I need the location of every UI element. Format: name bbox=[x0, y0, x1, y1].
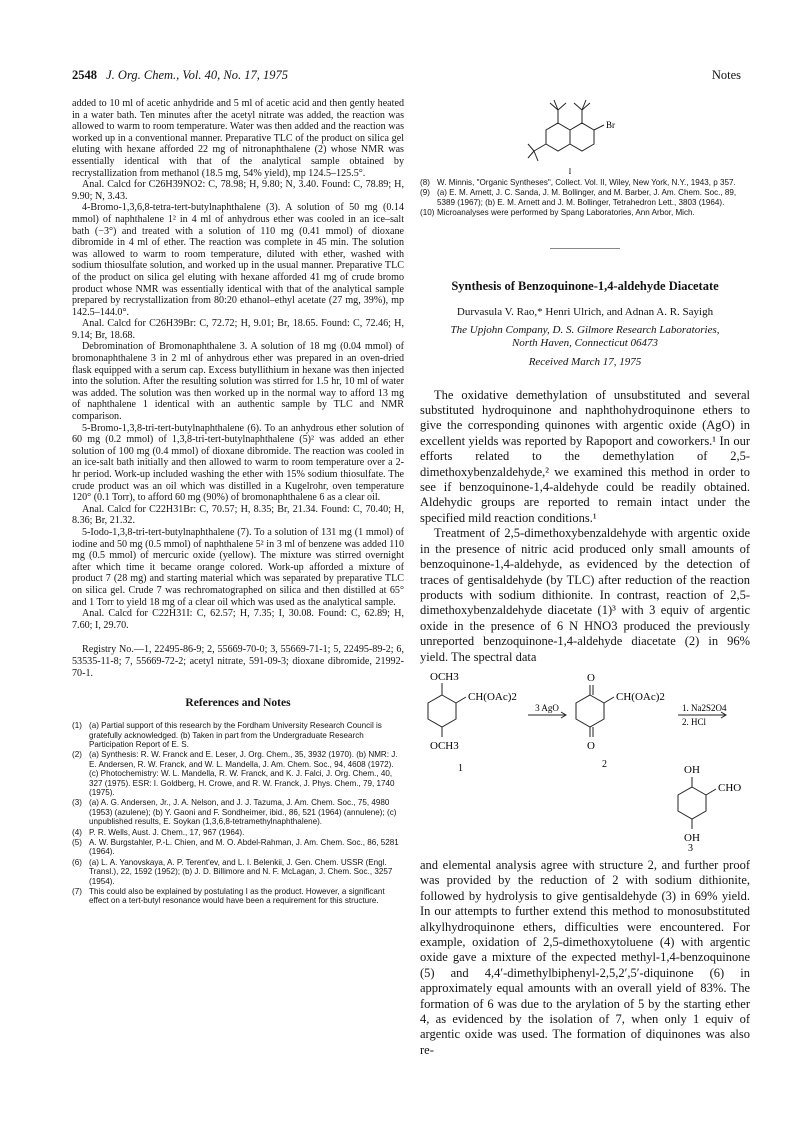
acetal-group-2: CH(OAc)2 bbox=[616, 690, 665, 703]
reference-text: Microanalyses were performed by Spang Laboratories, Ann Arbor, Mich. bbox=[437, 208, 695, 218]
acetal-group-1: CH(OAc)2 bbox=[468, 690, 517, 703]
reference-text: (a) Partial support of this research by the Fordham University Research Council is gratefully acknowledged. (b) Taken in part from the Undergraduate Research Participation Report of E. S. bbox=[89, 721, 382, 749]
reference-number: (1) bbox=[72, 721, 82, 731]
reference-text: (a) L. A. Yanovskaya, A. P. Terent'ev, and L. I. Belenkii, J. Gen. Chem. USSR (Engl. Transl.), 22, 1592 (1952); (b) J. D. Billimore and N. F. McLagan, J. Chem. Soc., 3257 (1954). bbox=[89, 857, 393, 886]
reference-list bbox=[72, 721, 404, 906]
paragraph: added to 10 ml of acetic anhydride and 5 ml of acetic acid and then gently heated in a water bath. Ten minutes after the acetyl nitrate was added, the reaction was allowed to warm to room temperature. Water was then added and the reaction was worked up in a conventional manner. Preparative TLC of the product on silica gel eluting with hexane afforded 22 mg of nitronaphthalene (2) whose NMR was essentially identical with that of the analytical sample obtained by recrystallization from methanol (18.5 mg, 54% yield), mp 124.5–125.5°. bbox=[72, 98, 404, 179]
reference-list-continued bbox=[420, 178, 750, 218]
compound-label-2: 2 bbox=[602, 758, 607, 770]
left-column bbox=[72, 98, 404, 907]
reagent-1: 3 AgO bbox=[535, 702, 559, 713]
paragraph: Anal. Calcd for C22H31I: C, 62.57; H, 7.35; I, 30.08. Found: C, 62.89; H, 7.60; I, 29.70. bbox=[72, 608, 404, 631]
paragraph: Anal. Calcd for C26H39NO2: C, 78.98; H, 9.80; N, 3.40. Found: C, 78.89; H, 9.90; N, 3.43. bbox=[72, 179, 404, 202]
reaction-scheme bbox=[420, 667, 750, 852]
paragraph: 5-Bromo-1,3,8-tri-tert-butylnaphthalene (6). To an anhydrous ether solution of 60 mg (0.2 mmol) of 1,3,8-tri-tert-butylnaphthalene (5)² was added an ether solution of 100 mg (0.4 mmol) of dioxane dibromide. The reaction was cooled in an ice-salt bath initially and then allowed to warm to room temperature over a 2-hr period. Work-up included washing the ether with 15% sodium thiosulfate. The crude product was an oil which was distilled in a Kugelrohr, oven temperature 120° (0.1 Torr), to afford 60 mg (90%) of bromonaphthalene 6 as a clear oil. bbox=[72, 422, 404, 504]
reference-number: (3) bbox=[72, 798, 82, 808]
compound-label-3: 3 bbox=[688, 842, 693, 852]
reference-number: (8) bbox=[420, 178, 430, 187]
right-column bbox=[420, 98, 750, 1058]
journal-citation: J. Org. Chem., Vol. 40, No. 17, 1975 bbox=[106, 68, 288, 82]
reference-item bbox=[72, 887, 404, 906]
reference-item bbox=[72, 798, 404, 826]
registry-numbers: Registry No.—1, 22495-86-9; 2, 55669-70-0; 3, 55669-71-1; 5, 22495-89-2; 6, 53535-11-8; 7, 55669-72-2; acetyl nitrate, 591-09-3; dioxane dibromide, 21992-70-1. bbox=[72, 644, 404, 679]
experimental-text bbox=[72, 98, 404, 679]
received-date: Received March 17, 1975 bbox=[528, 355, 642, 368]
paragraph: Debromination of Bromonaphthalene 3. A solution of 18 mg (0.04 mmol) of bromonaphthalene 3 in 2 ml of anhydrous ether was prepared in an oven-dried flask equipped with a serum cap. Excess butyllithium in hexane was then injected into the solution. After the resulting solution was stirred for 1.5 hr, 10 ml of water was added. The solution was then worked up in the normal way to afford 13 mg of naphthalene 1 identical with an authentic sample by TLC and NMR comparison. bbox=[72, 341, 404, 423]
reference-text: This could also be explained by postulating I as the product. However, a significant effect on a tert-butyl resonance would have been a requirement for this structure. bbox=[89, 887, 385, 906]
reference-item bbox=[72, 858, 404, 886]
section-name: Notes bbox=[711, 68, 741, 82]
reference-item bbox=[420, 178, 750, 187]
reference-number: (4) bbox=[72, 827, 82, 837]
quinone-oxygen-bottom: O bbox=[587, 739, 595, 752]
reference-item bbox=[420, 188, 750, 207]
affiliation-line-2: North Haven, Connecticut 06473 bbox=[511, 336, 659, 349]
paragraph: Anal. Calcd for C22H31Br: C, 70.57; H, 8.35; Br, 21.34. Found: C, 70.40; H, 8.36; Br, 21.32. bbox=[72, 503, 404, 527]
reference-text: A. W. Burgstahler, P.-L. Chien, and M. O. Abdel-Rahman, J. Am. Chem. Soc., 86, 5281 (1964). bbox=[89, 837, 399, 857]
reference-item bbox=[420, 208, 750, 217]
reference-item bbox=[72, 828, 404, 837]
reference-number: (5) bbox=[72, 837, 82, 847]
reference-text: P. R. Wells, Aust. J. Chem., 17, 967 (1964). bbox=[89, 827, 245, 837]
methoxy-bottom: OCH3 bbox=[430, 739, 459, 752]
naphthalene-structure-I bbox=[420, 98, 750, 176]
methoxy-top: OCH3 bbox=[430, 670, 459, 683]
aldehyde-group: CHO bbox=[718, 781, 742, 794]
reference-text: (a) E. M. Arnett, J. C. Sanda, J. M. Bollinger, and M. Barber, J. Am. Chem. Soc., 89, 5389 (1967); (b) E. M. Arnett and J. M. Bollinger, Tetrahedron Lett., 3803 (1964). bbox=[437, 188, 737, 207]
running-header bbox=[72, 68, 741, 84]
reagent-2b: 2. HCl bbox=[682, 716, 707, 727]
article-body-continued bbox=[420, 858, 750, 1058]
authors: Durvasula V. Rao,* Henri Ulrich, and Adnan A. R. Sayigh bbox=[456, 305, 714, 318]
bromine-label: Br bbox=[606, 120, 615, 130]
compound-label-1: 1 bbox=[458, 762, 463, 774]
reference-item bbox=[72, 838, 404, 857]
reference-text: (a) Synthesis: R. W. Franck and E. Leser, J. Org. Chem., 35, 3932 (1970). (b) NMR: J. E. Andersen, R. W. Franck, and W. L. Mandella, J. Am. Chem. Soc., 94, 4608 (1972). (c) Photochemistry: W. L. Mandella, R. W. Franck, and K. J. Falci, J. Org. Chem., 40, 327 (1975). ESR: I. Goldberg, H. Crowe, and R. W. Franck, J. Phys. Chem., 79, 1740 (1975). bbox=[89, 750, 398, 797]
references-heading: References and Notes bbox=[185, 697, 291, 710]
paragraph: Anal. Calcd for C26H39Br: C, 72.72; H, 9.01; Br, 18.65. Found: C, 72.46; H, 9.14; Br, 18.68. bbox=[72, 318, 404, 341]
reference-number: (10) bbox=[420, 208, 435, 218]
paragraph: The oxidative demethylation of unsubstituted and several substituted hydroquinone and naphthohydroquinone ethers to give the corresponding quinones with argentic oxide (AgO) in excellent yields was reported by Rapoport and coworkers.¹ In our efforts related to the demethylation of 2,5-dimethoxybenzaldehyde,² we examined this method in order to see if benzoquinone-1,4-aldehyde could be readily obtained. Aldehydic groups are reported to remain intact under the specified mild reaction conditions.¹ bbox=[420, 387, 750, 525]
article-separator bbox=[550, 248, 620, 249]
article-body bbox=[420, 388, 750, 665]
article-title: Synthesis of Benzoquinone-1,4-aldehyde Diacetate bbox=[451, 278, 719, 293]
reference-item bbox=[72, 721, 404, 749]
reference-number: (6) bbox=[72, 857, 82, 867]
reference-number: (7) bbox=[72, 887, 82, 896]
structure-label: I bbox=[568, 167, 572, 176]
affiliation-line-1: The Upjohn Company, D. S. Gilmore Research Laboratories, bbox=[450, 323, 720, 336]
reference-text: (a) A. G. Andersen, Jr., J. A. Nelson, and J. J. Tazuma, J. Am. Chem. Soc., 75, 4980 (1953) (azulene); (b) Y. Gaoni and F. Sondheimer, ibid., 86, 521 (1964) (annulene); (c) unpublished results, E. Soykan (1,3,6,8-tetramethylnaphthalene). bbox=[89, 798, 397, 827]
page-number: 2548 bbox=[72, 68, 97, 82]
reference-number: (9) bbox=[420, 188, 430, 198]
paragraph: 5-Iodo-1,3,8-tri-tert-butylnaphthalene (7). To a solution of 131 mg (1 mmol) of iodine and 50 mg (0.5 mmol) of naphthalene 5² in 3 ml of benzene was added 110 mg (0.5 mmol) of mercuric oxide (yellow). The mixture was stirred overnight after which time it became orange colored. Work-up afforded a mixture of product 7 (28 mg) and starting material which was separated by preparative TLC on silica gel. Crude 7 was rechromatographed on silica and then distilled at 65° and 1 Torr to yield 18 mg of a clear oil which was used as the analytical sample. bbox=[72, 526, 404, 608]
quinone-oxygen-top: O bbox=[587, 671, 595, 684]
reference-item bbox=[72, 750, 404, 797]
reference-number: (2) bbox=[72, 750, 82, 760]
hydroxyl-bottom: OH bbox=[684, 831, 700, 844]
paragraph: and elemental analysis agree with structure 2, and further proof was provided by the reduction of 2 with sodium dithionite, followed by hydrolysis to give gentisaldehyde (3) in 69% yield. In our attempts to further extend this method to monosubstituted alkylhydroquinone ethers, difficulties were encountered. For example, oxidation of 2,5-dimethoxytoluene (4) with argentic oxide gave a mixture of the expected methyl-1,4-benzoquinone (5) and 4,4′-dimethylbiphenyl-2,5,2′,5′-diquinone (6) in approximately equal amounts with an overall yield of 83%. The formation of 6 was due to the arylation of 5 by the starting ether 4, as evidenced by the isolation of 7, when only 1 equiv of argentic oxide was used. The formation of diquinones was also re- bbox=[420, 857, 750, 1057]
reagent-2a: 1. Na2S2O4 bbox=[682, 702, 727, 713]
reference-text: W. Minnis, "Organic Syntheses", Collect. Vol. II, Wiley, New York, N.Y., 1943, p 357. bbox=[437, 178, 736, 187]
paragraph: Treatment of 2,5-dimethoxybenzaldehyde with argentic oxide in the presence of nitric acid produced only small amounts of benzoquinone-1,4-aldehyde, as evidenced by the detection of traces of gentisaldehyde (by TLC) after reduction of the reaction products with sodium dithionite. In contrast, reaction of 2,5-dimethoxybenzaldehyde diacetate (1)³ with 3 equiv of argentic oxide in the presence of 6 N HNO3 produced the previously unreported benzoquinone-1,4-aldehyde diacetate (2) in 96% yield. The spectral data bbox=[420, 526, 750, 664]
hydroxyl-top: OH bbox=[684, 763, 700, 776]
paragraph: 4-Bromo-1,3,6,8-tetra-tert-butylnaphthalene (3). A solution of 50 mg (0.14 mmol) of naphthalene 1² in 4 ml of anhydrous ether was cooled in an ice–salt bath (−3°) and treated with a solution of 110 mg (0.41 mmol) of dioxane dibromide in 4 ml of ether. The reaction was complete in 45 min. The solution was allowed to warm to room temperature, diluted with ether, washed with sodium thiosulfate solution, and worked up in the usual manner. Preparative TLC of the product on silica gel eluting with hexane afforded 41 mg of crude bromo product whose NMR was essentially identical with that of the analytical sample prepared by recrystallization from 80:20 ethanol–ethyl acetate (27 mg, 39%), mp 142.5–144.0°. bbox=[72, 202, 404, 318]
